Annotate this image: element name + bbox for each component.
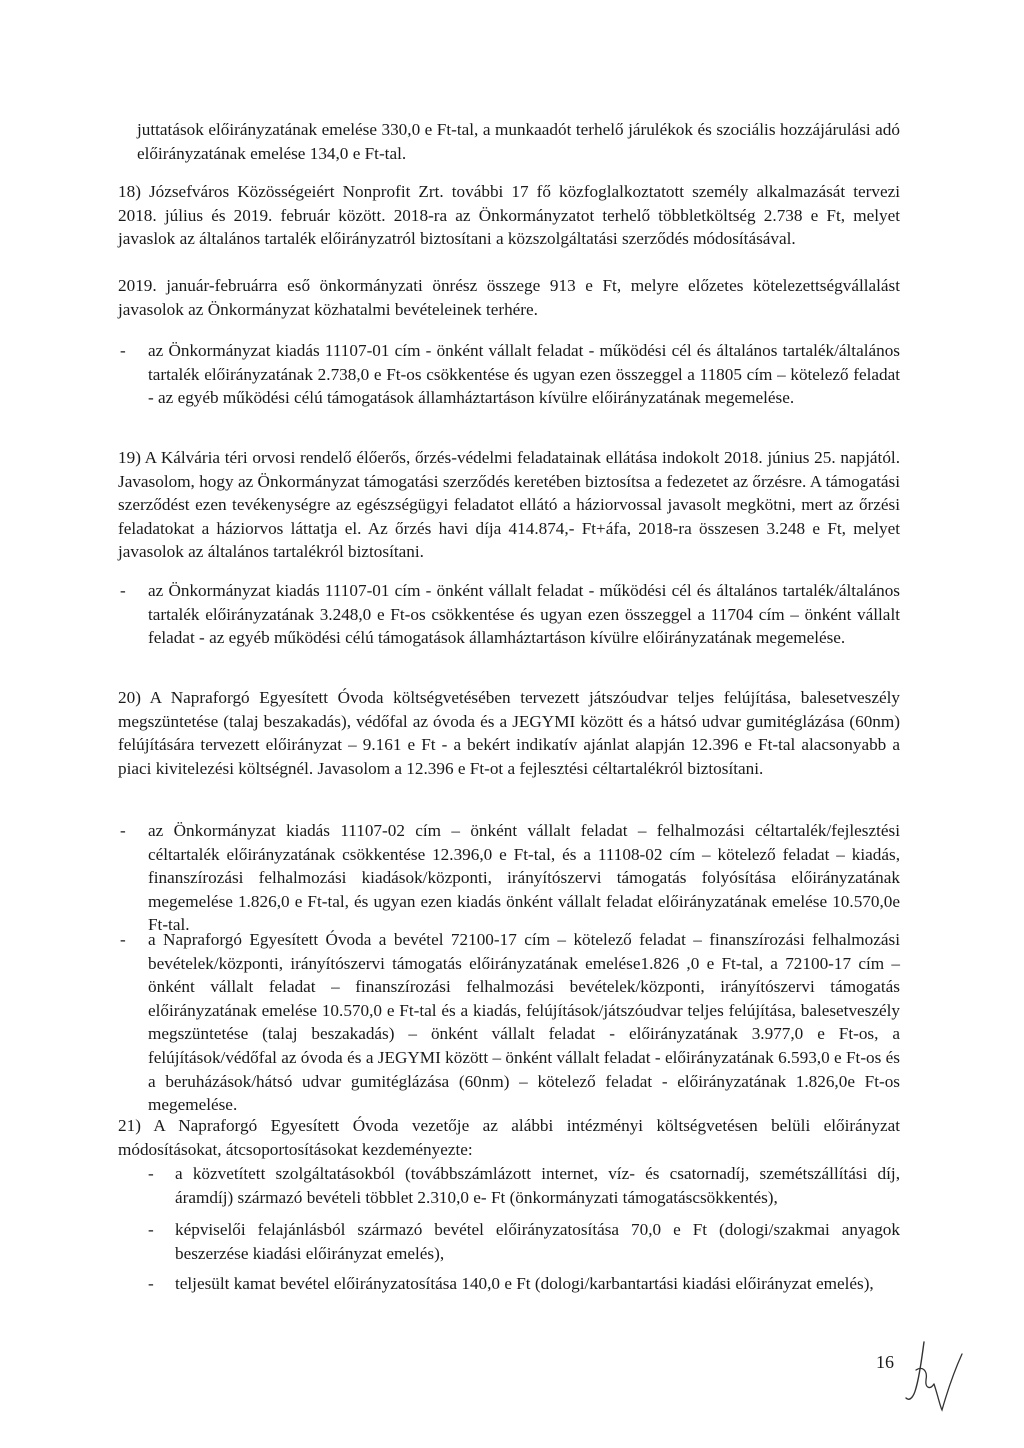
list-bullet-dash: - [148, 1274, 154, 1293]
section-18-bullet-1: az Önkormányzat kiadás 11107-01 cím - önként vállalt feladat - működési cél és általános tartalék/általános tartalék előirányzatának 2.738,0 e Ft-os csökkentése és ugyan ezen összeggel a 11805 cím – kötelező feladat - az egyéb működési célú támogatások államháztartáson kívülre előirányzatának megemelése. [148, 341, 900, 408]
section-21-bullet-3: teljesült kamat bevétel előirányzatosítása 140,0 e Ft (dologi/karbantartási kiadási előirányzat emelés), [175, 1274, 874, 1293]
list-bullet-dash: - [120, 821, 126, 840]
section-21-bullet-2: képviselői felajánlásból származó bevétel előirányzatosítása 70,0 e Ft (dologi/szakmai anyagok beszerzése kiadási előirányzat emelés), [175, 1220, 900, 1263]
intro-paragraph: juttatások előirányzatának emelése 330,0 e Ft-tal, a munkaadót terhelő járulékok és szociális hozzájárulási adó előirányzatának emelése 134,0 e Ft-tal. [137, 120, 900, 163]
section-18-paragraph: 18) Józsefváros Közösségeiért Nonprofit Zrt. további 17 fő közfoglalkoztatott személy alkalmazását tervezi 2018. július és 2019. február között. 2018-ra az Önkormányzatot terhelő többletköltség 2.738 e Ft, melyet javaslok az általános tartalék előirányzatról biztosítani a közszolgáltatási szerződés módosításával. [118, 182, 900, 249]
section-20-bullet-1: az Önkormányzat kiadás 11107-02 cím – önként vállalt feladat – felhalmozási céltartalék/fejlesztési céltartalék előirányzatának csökkentése 12.396,0 e Ft-tal, és a 11108-02 cím – kötelező feladat – kiadás, finanszírozási felhalmozási kiadások/központi, irányítószervi támogatás folyósítása előirányzatának megemelése 1.826,0 e Ft-tal, és ugyan ezen kiadás önként vállalt feladat előirányzatának emelése 10.570,0e Ft-tal. [148, 821, 900, 935]
list-bullet-dash: - [148, 1164, 154, 1183]
section-20-bullet-2: a Napraforgó Egyesített Óvoda a bevétel 72100-17 cím – kötelező feladat – finanszírozási felhalmozási bevételek/központi, irányítószervi támogatás előirányzatának emelése1.826 ,0 e Ft-tal, a 72100-17 cím – önként vállalt feladat – finanszírozási felhalmozási bevételek/központi, irányítószervi támogatás előirányzatának emelése 10.570,0 e Ft-tal és a kiadás, felújítások/játszóudvar teljes felújítása, balesetveszély megszüntetése (talaj beszakadás) – önként vállalt feladat - előirányzatának 3.977,0 e Ft-os, a felújítások/védőfal az óvoda és a JEGYMI között – önként vállalt feladat - előirányzatának 6.593,0 e Ft-os és a beruházások/hátsó udvar gumitéglázása (60nm) – kötelező feladat - előirányzatának 1.826,0e Ft-os megemelése. [148, 930, 900, 1115]
section-19-paragraph: 19) A Kálvária téri orvosi rendelő élőerős, őrzés-védelmi feladatainak ellátása indokolt 2018. június 25. napjától. Javasolom, hogy az Önkormányzat támogatási szerződés keretében biztosítsa a fedezetet az őrzésre. A támogatási szerződést ezen tevékenységre az egészségügyi feladatot ellátó a háziorvossal javasolt megkötni, mert az őrzési feladatokat a háziorvos láttatja el. Az őrzés havi díja 414.874,- Ft+áfa, 2018-ra összesen 3.248 e Ft, melyet javasolok az általános tartalékról biztosítani. [118, 448, 900, 562]
list-bullet-dash: - [120, 581, 126, 600]
section-19-bullet-1: az Önkormányzat kiadás 11107-01 cím - önként vállalt feladat - működési cél és általános tartalék/általános tartalék előirányzatának 3.248,0 e Ft-os csökkentése és ugyan ezen összeggel a 11704 cím – önként vállalt feladat - az egyéb működési célú támogatások államháztartáson kívülre előirányzatának megemelése. [148, 581, 900, 648]
section-21-bullet-1: a közvetített szolgáltatásokból (továbbszámlázott internet, víz- és csatornadíj, szemétszállítási díj, áramdíj) származó bevételi többlet 2.310,0 e- Ft (önkormányzati támogatáscsökkentés), [175, 1164, 900, 1207]
section-18-paragraph-2: 2019. január-februárra eső önkormányzati önrész összege 913 e Ft, melyre előzetes kötelezettségvállalást javasolok az Önkormányzat közhatalmi bevételeinek terhére. [118, 276, 900, 319]
list-bullet-dash: - [120, 930, 126, 949]
handwritten-signature [896, 1336, 966, 1416]
section-20-paragraph: 20) A Napraforgó Egyesített Óvoda költségvetésében tervezett játszóudvar teljes felújítása, balesetveszély megszüntetése (talaj beszakadás), védőfal az óvoda és a JEGYMI között és a hátsó udvar gumitéglázása (60nm) felújítására tervezett előirányzat – 9.161 e Ft - a bekért indikatív ajánlat alapján 12.396 e Ft-tal alacsonyabb a piaci kivitelezési költségnél. Javasolom a 12.396 e Ft-ot a fejlesztési céltartalékról biztosítani. [118, 688, 900, 778]
section-21-paragraph: 21) A Napraforgó Egyesített Óvoda vezetője az alábbi intézményi költségvetésen belüli előirányzat módosításokat, átcsoportosításokat kezdeményezte: [118, 1116, 900, 1159]
list-bullet-dash: - [120, 341, 126, 360]
page-number: 16 [876, 1352, 894, 1372]
list-bullet-dash: - [148, 1220, 154, 1239]
